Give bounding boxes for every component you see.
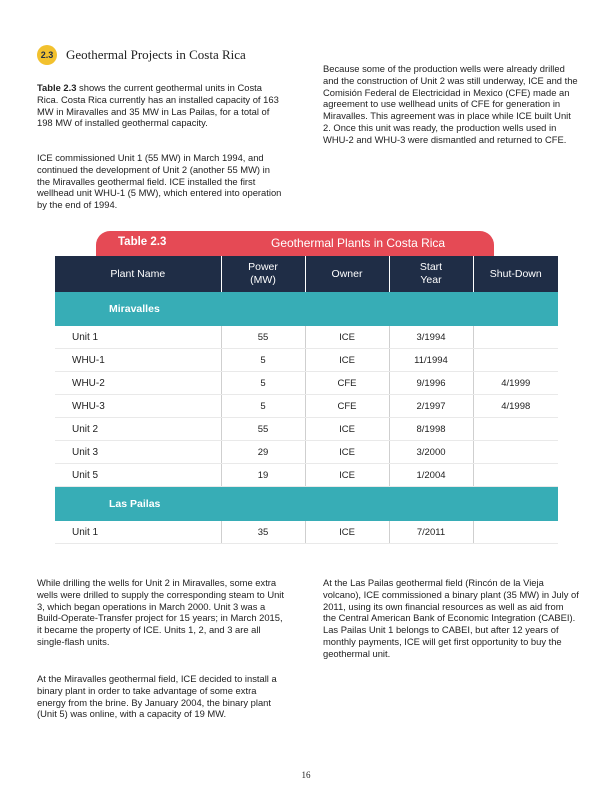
binary-plant-paragraph: At the Miravalles geothermal field, ICE decided to install a binary plant in order to take advantage of some extra energy from the brine. By January 2004, the binary plant (Unit 5) was online, with a capacity of 19 MW. [37, 673, 277, 720]
table-row [55, 326, 558, 349]
table-row [55, 521, 558, 544]
cell-owner: ICE [305, 349, 389, 372]
cell-owner: CFE [305, 372, 389, 395]
cell-owner: ICE [305, 521, 389, 544]
table-row [55, 418, 558, 441]
header-owner: Owner [305, 256, 389, 292]
cell-power: 5 [221, 349, 305, 372]
table-row [55, 464, 558, 487]
group-name: Miravalles [55, 292, 558, 326]
cell-owner: ICE [305, 326, 389, 349]
cell-power: 5 [221, 395, 305, 418]
cell-power: 35 [221, 521, 305, 544]
las-pailas-paragraph: At the Las Pailas geothermal field (Rincón de la Vieja volcano), ICE commissioned a binary plant (35 MW) in July of 2011, using its own financial resources as well as aid from the Central American Bank of Economic Integration (CABEI). Las Pailas Unit 1 belongs to CABEI, but after 12 years of monthly payments, ICE will get first opportunity to buy the geothermal unit. [323, 577, 579, 659]
unit3-paragraph: While drilling the wells for Unit 2 in Miravalles, some extra wells were drilled to supply the corresponding steam to Unit 3, which began operations in March 2000. Unit 3 was a Build-Operate-Transfer project for 15 years; in March 2015, it became the property of ICE. Units 1, 2, and 3 are all single-flash units. [37, 577, 284, 647]
table-header-row [55, 256, 558, 292]
cell-start: 3/1994 [389, 326, 473, 349]
cell-shutdown [473, 441, 558, 464]
cell-shutdown [473, 464, 558, 487]
cell-start: 9/1996 [389, 372, 473, 395]
cell-power: 29 [221, 441, 305, 464]
header-start-year: Start Year [389, 256, 473, 292]
header-shut-down: Shut-Down [473, 256, 558, 292]
cell-start: 7/2011 [389, 521, 473, 544]
cell-shutdown [473, 349, 558, 372]
cell-power: 19 [221, 464, 305, 487]
cell-start: 8/1998 [389, 418, 473, 441]
cell-plant: WHU-1 [55, 349, 221, 372]
cell-start: 1/2004 [389, 464, 473, 487]
table-row [55, 372, 558, 395]
header-power: Power (MW) [221, 256, 305, 292]
cell-owner: ICE [305, 464, 389, 487]
table-row [55, 441, 558, 464]
cell-owner: ICE [305, 418, 389, 441]
cell-start: 3/2000 [389, 441, 473, 464]
section-number-badge: 2.3 [37, 45, 57, 65]
cell-shutdown [473, 521, 558, 544]
cell-shutdown: 4/1999 [473, 372, 558, 395]
table-row [55, 395, 558, 418]
geothermal-plants-table [55, 256, 558, 544]
page-number: 16 [301, 770, 311, 780]
cell-plant: Unit 3 [55, 441, 221, 464]
unit1-paragraph: ICE commissioned Unit 1 (55 MW) in March 1994, and continued the development of Unit 2 (another 55 MW) in the Miravalles geothermal field. ICE installed the first wellhead unit WHU-1 (5 MW), which entered into operation by the end of 1994. [37, 152, 282, 211]
cell-shutdown: 4/1998 [473, 395, 558, 418]
cell-plant: Unit 1 [55, 326, 221, 349]
cell-owner: ICE [305, 441, 389, 464]
table-group-row [55, 487, 558, 522]
cell-plant: Unit 2 [55, 418, 221, 441]
cell-shutdown [473, 418, 558, 441]
table-group-row [55, 292, 558, 326]
cell-plant: WHU-2 [55, 372, 221, 395]
table-label: Table 2.3 [118, 236, 167, 248]
table-reference: Table 2.3 [37, 82, 77, 93]
cell-power: 55 [221, 326, 305, 349]
group-name: Las Pailas [55, 487, 558, 522]
cell-power: 55 [221, 418, 305, 441]
cell-plant: Unit 1 [55, 521, 221, 544]
cell-plant: WHU-3 [55, 395, 221, 418]
cell-power: 5 [221, 372, 305, 395]
table-row [55, 349, 558, 372]
cell-shutdown [473, 326, 558, 349]
cell-start: 2/1997 [389, 395, 473, 418]
table-title: Geothermal Plants in Costa Rica [271, 236, 446, 250]
cell-owner: CFE [305, 395, 389, 418]
cell-start: 11/1994 [389, 349, 473, 372]
cfe-agreement-paragraph: Because some of the production wells were already drilled and the construction of Unit 2 was still underway, ICE and the Comisión Federal de Electricidad in Mexico (CFE) made an agreement to use wellhead units of CFE for generation in Miravalles. This agreement was in place while ICE built Unit 2. Once this unit was ready, the production wells used in WHU-2 and WHU-3 were dismantled and returned to CFE. [323, 63, 578, 145]
header-plant-name: Plant Name [55, 256, 221, 292]
cell-plant: Unit 5 [55, 464, 221, 487]
section-title: Geothermal Projects in Costa Rica [66, 47, 246, 62]
intro-paragraph-text: shows the current geothermal units in Costa Rica. Costa Rica currently has an installed capacity of 163 MW in Miravalles and 35 MW in Las Pailas, for a total of 198 MW of installed geothermal capacity. [37, 82, 279, 129]
intro-paragraph [37, 82, 285, 129]
